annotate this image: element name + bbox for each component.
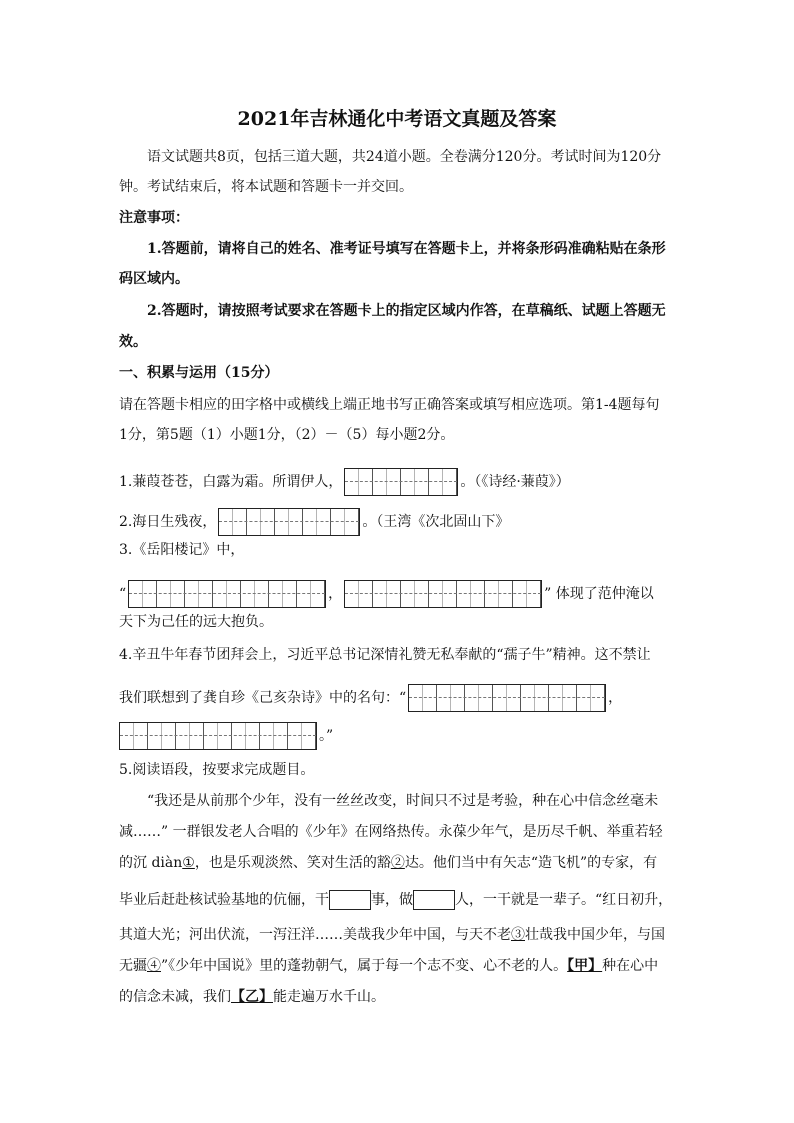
q5-p4-c: 人，一干就是一辈子。“红日初升， (455, 892, 673, 908)
notice-heading: 注意事项： (119, 210, 189, 226)
question-2 (119, 508, 509, 536)
question-1 (119, 468, 570, 496)
q5-p7-a: 的信念未减，我们 (119, 989, 231, 1005)
q5-p6-a: 无疆 (119, 958, 147, 974)
section-heading: 一、积累与运用（15分） (119, 365, 279, 381)
q5-p3-c: 达。他们当中有矢志“造飞机”的专家，有 (404, 855, 658, 871)
q5-para-3 (119, 853, 657, 873)
intro-line-1: 语文试题共8页，包括三道大题，共24道小题。全卷满分120分。考试时间为120分 (147, 149, 662, 165)
q2-suffix: 。（王湾《次北固山下》 (362, 514, 510, 530)
notice-2a: 2.答题时，请按照考试要求在答题卡上的指定区域内作答，在草稿纸、试题上答题无 (147, 303, 666, 319)
blank-yi: 【乙】 (231, 989, 273, 1005)
q5-p4-a: 毕业后赶赴核试验基地的伉俪，干 (119, 892, 329, 908)
q5-p5-b: 壮哉我中国少年，与国 (525, 927, 665, 943)
q4-line-1: 4.辛丑牛年春节团拜会上，习近平总书记深情礼赞无私奉献的“孺子牛”精神。这不禁让 (119, 647, 651, 663)
q5-para-4 (119, 890, 672, 910)
q2-prefix: 2.海日生残夜， (119, 514, 217, 530)
q5-p5-a: 其道大光；河出伏流，一泻汪洋……美哉我少年中国，与天不老 (119, 927, 511, 943)
q3-open-quote: “ (119, 586, 127, 602)
q5-p7-b: 能走遍万水千山。 (273, 989, 385, 1005)
q5-p4-b: 事，做 (371, 892, 413, 908)
marker-4: ④ (147, 958, 161, 974)
blank-box-2[interactable] (413, 890, 455, 910)
blank-box-1[interactable] (329, 890, 371, 910)
instructions-1: 请在答题卡相应的田字格中或横线上端正地书写正确答案或填写相应选项。第1-4题每句 (119, 397, 660, 413)
q4-comma: ， (608, 690, 623, 706)
page-title: 2021年吉林通化中考语文真题及答案 (237, 108, 557, 130)
q5-para-5 (119, 925, 665, 945)
instructions-2: 1分，第5题（1）小题1分，（2）－（5）每小题2分。 (119, 427, 455, 443)
q4-prefix: 我们联想到了龚自珍《己亥杂诗》中的名句：“ (119, 690, 407, 706)
q4-end: 。” (319, 728, 334, 744)
intro-line-2: 钟。考试结束后，将本试题和答题卡一并交回。 (119, 179, 413, 195)
question-3 (119, 580, 654, 608)
q3-prefix: 3.《岳阳楼记》中， (119, 542, 245, 558)
marker-3: ③ (511, 927, 525, 943)
notice-1a: 1.答题前，请将自己的姓名、准考证号填写在答题卡上，并将条形码准确粘贴在条形 (147, 241, 666, 257)
q3-line-2: 天下为己任的远大抱负。 (119, 614, 273, 630)
q1-suffix: 。（《诗经·蒹葭》） (460, 474, 570, 490)
q5-para-6 (119, 956, 658, 976)
q5-para-2: 减……” 一群银发老人合唱的《少年》在网络热传。永葆少年气，是历尽千帆、举重若轻 (119, 824, 663, 840)
q4-answer-grid-2[interactable] (119, 722, 317, 750)
q5-p3-a: 的沉 diàn (119, 855, 183, 871)
q2-answer-grid[interactable] (218, 508, 360, 536)
q3-comma: ， (328, 586, 343, 602)
q5-p6-c: 种在心中 (602, 958, 659, 974)
q3-suffix: ” 体现了范仲淹以 (544, 586, 654, 602)
q5-para-1: “我还是从前那个少年，没有一丝丝改变，时间只不过是考验，种在心中信念丝毫未 (147, 793, 659, 809)
q5-heading: 5.阅读语段，按要求完成题目。 (119, 762, 315, 778)
q1-answer-grid[interactable] (344, 468, 458, 496)
question-4 (119, 684, 622, 712)
q4-answer-grid-1[interactable] (408, 684, 606, 712)
blank-jia: 【甲】 (567, 958, 603, 974)
q5-para-7 (119, 987, 385, 1007)
marker-1: ① (182, 855, 195, 871)
marker-2: ② (390, 855, 405, 871)
q3-answer-grid-2[interactable] (344, 580, 542, 608)
notice-2b: 效。 (119, 334, 147, 350)
q4-line-3 (119, 722, 333, 750)
q5-p6-b: ”《少年中国说》里的蓬勃朝气，属于每一个志不变、心不老的人。 (161, 958, 568, 974)
q3-answer-grid-1[interactable] (128, 580, 326, 608)
notice-1b: 码区域内。 (119, 271, 189, 287)
q1-prefix: 1.蒹葭苍苍，白露为霜。所谓伊人， (119, 474, 343, 490)
q5-p3-b: ，也是乐观淡然、笑对生活的豁 (194, 855, 391, 871)
